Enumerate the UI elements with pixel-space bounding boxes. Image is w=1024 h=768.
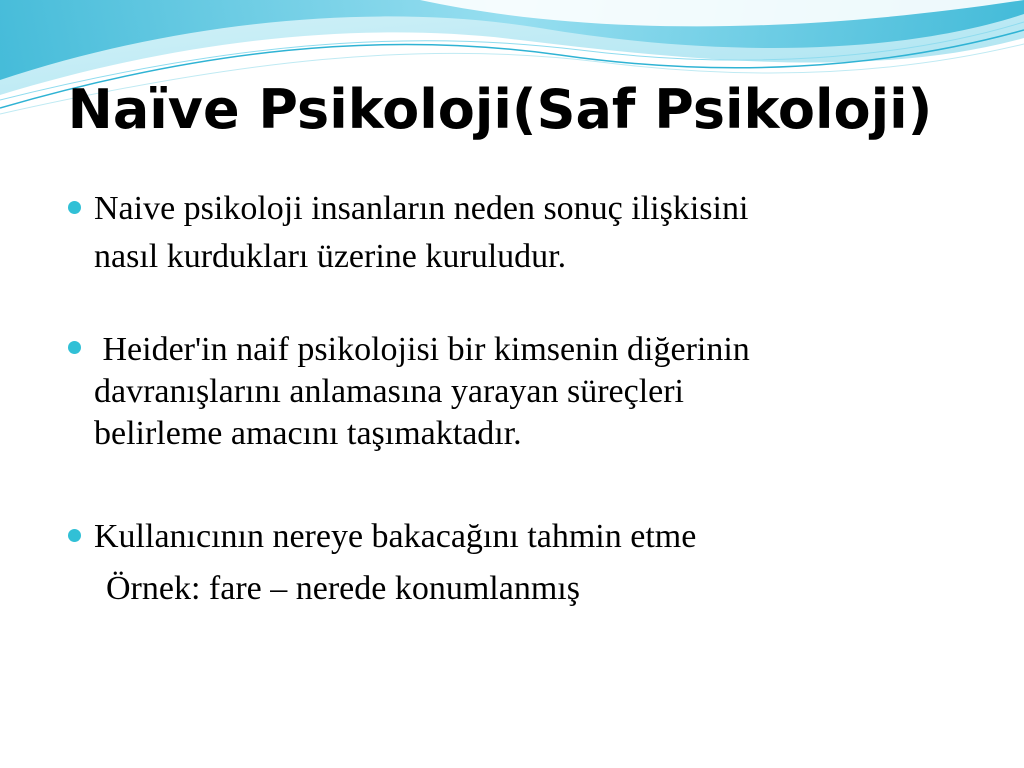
bullet-list: [60, 185, 960, 615]
bullet-dot-icon: [68, 529, 81, 542]
bullet-item: [60, 329, 960, 455]
bullet-line: Örnek: fare – nerede konumlanmış: [106, 570, 580, 607]
bullet-line: davranışlarını anlamasına yarayan süreçleri: [94, 373, 685, 410]
bullet-line: Heider'in naif psikolojisi bir kimsenin diğerinin: [94, 331, 750, 368]
slide-title: Naïve Psikoloji(Saf Psikoloji): [67, 78, 933, 141]
bullet-line: belirleme amacını taşımaktadır.: [94, 415, 522, 452]
bullet-line: Kullanıcının nereye bakacağını tahmin etme: [94, 518, 697, 555]
bullet-item: [60, 185, 960, 281]
bullet-dot-icon: [68, 341, 81, 354]
bullet-item: [60, 511, 960, 615]
bullet-line: nasıl kurdukları üzerine kuruludur.: [94, 238, 567, 275]
bullet-dot-icon: [68, 201, 81, 214]
bullet-line: Naive psikoloji insanların neden sonuç ilişkisini: [94, 190, 749, 227]
